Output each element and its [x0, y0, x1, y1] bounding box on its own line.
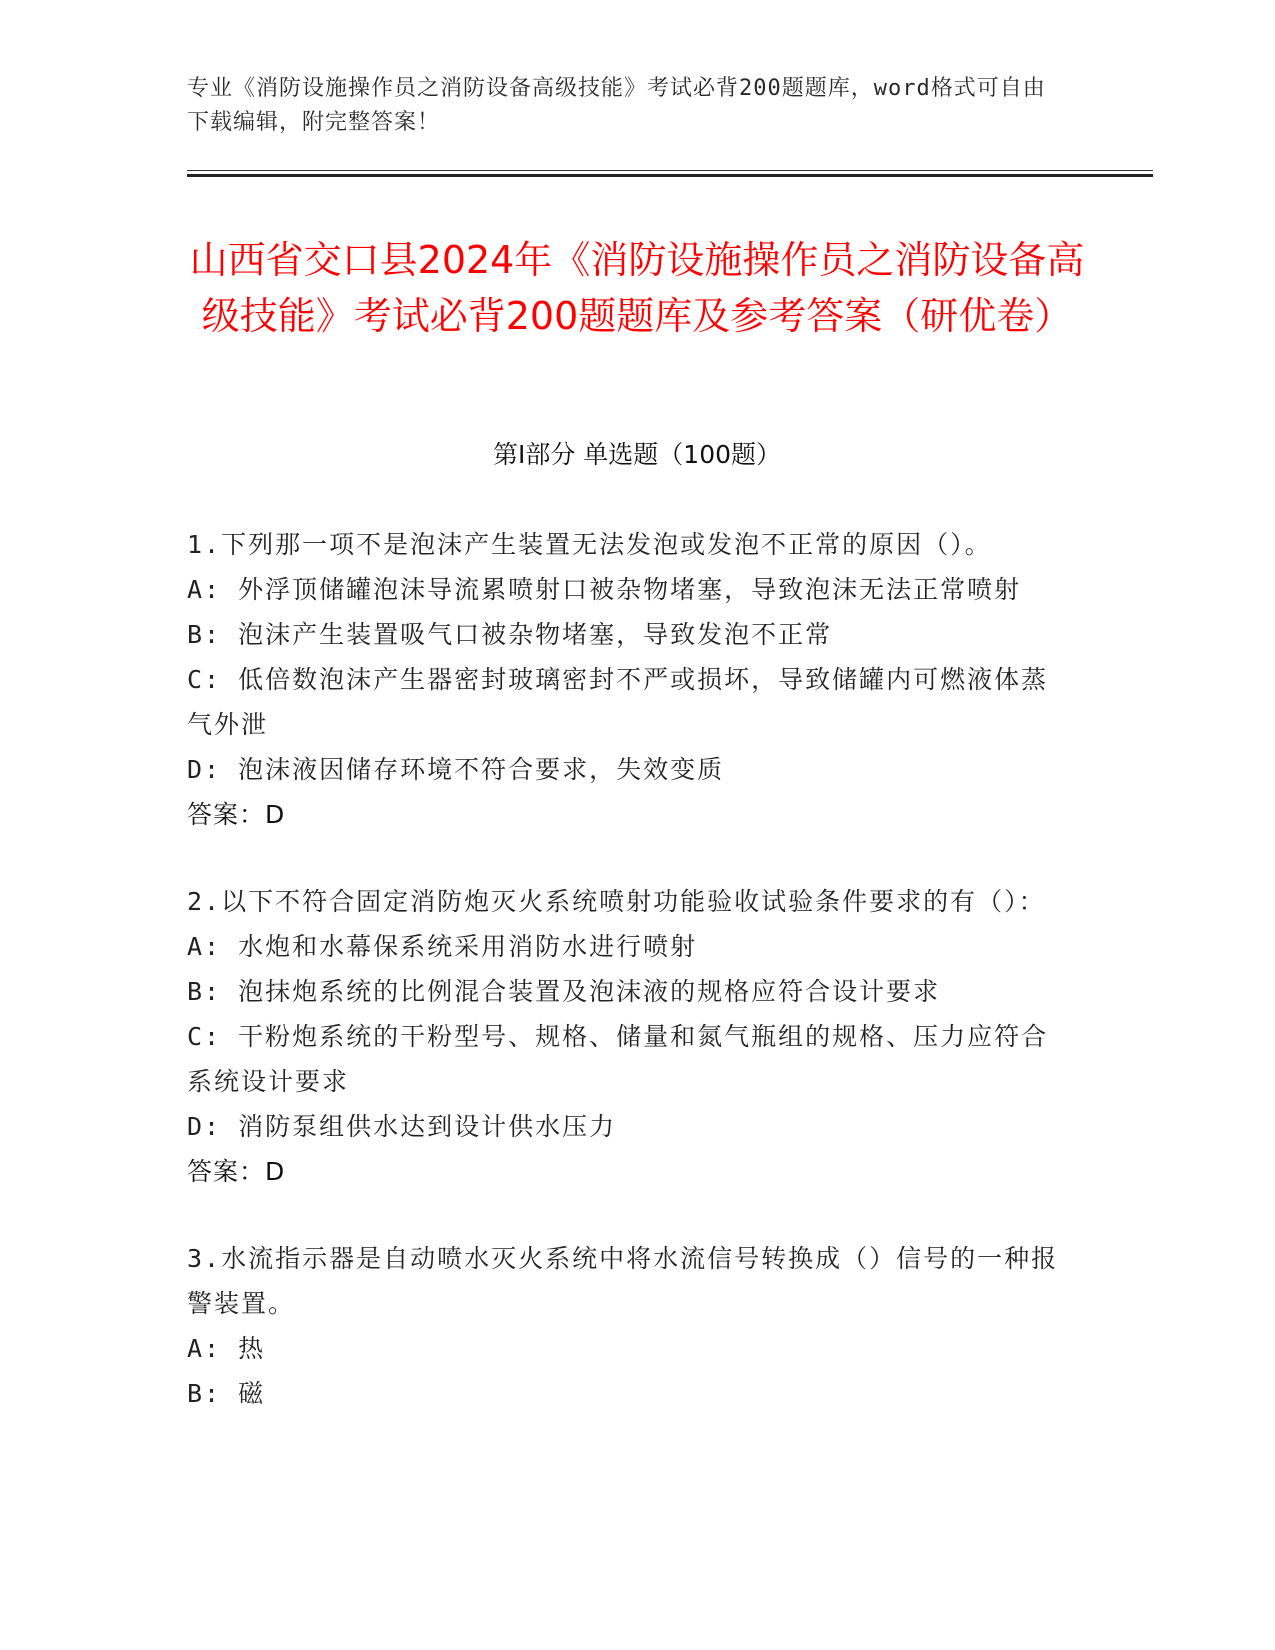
section-title: 第I部分 单选题（100题）	[492, 440, 782, 469]
option-c	[187, 1014, 1067, 1104]
option-text: 热	[238, 1334, 266, 1363]
option-text: 外浮顶储罐泡沫导流累喷射口被杂物堵塞，导致泡沫无法正常喷射	[238, 575, 1022, 604]
header-note: 专业《消防设施操作员之消防设备高级技能》考试必背200题题库，word格式可自由下载编辑，附完整答案！	[187, 76, 1046, 135]
option-b	[187, 969, 1067, 1014]
option-letter: D:	[187, 755, 222, 784]
option-letter: B:	[187, 1379, 222, 1408]
option-letter: A:	[187, 575, 222, 604]
answer-line: 答案：D	[187, 1157, 286, 1186]
option-a	[187, 567, 1067, 612]
option-d	[187, 747, 1067, 792]
option-letter: A:	[187, 1334, 222, 1363]
question-text: 2.以下不符合固定消防炮灭火系统喷射功能验收试验条件要求的有（）：	[187, 887, 1046, 916]
option-c	[187, 657, 1067, 747]
option-text: 消防泵组供水达到设计供水压力	[238, 1112, 617, 1141]
option-letter: B:	[187, 620, 222, 649]
document-title: 山西省交口县2024年《消防设施操作员之消防设备高级技能》考试必背200题题库及参考答案（研优卷）	[189, 238, 1085, 338]
option-text: 泡沫液因储存环境不符合要求，失效变质	[238, 755, 725, 784]
option-letter: C:	[187, 1022, 222, 1051]
option-text: 低倍数泡沫产生器密封玻璃密封不严或损坏，导致储罐内可燃液体蒸气外泄	[187, 665, 1049, 739]
question-list	[187, 522, 1067, 1458]
option-letter: A:	[187, 932, 222, 961]
option-letter: B:	[187, 977, 222, 1006]
option-b	[187, 612, 1067, 657]
answer-line: 答案：D	[187, 800, 286, 829]
option-text: 干粉炮系统的干粉型号、规格、储量和氮气瓶组的规格、压力应符合系统设计要求	[187, 1022, 1049, 1096]
option-text: 水炮和水幕保系统采用消防水进行喷射	[238, 932, 698, 961]
question-item	[187, 522, 1067, 837]
question-item	[187, 879, 1067, 1194]
header-divider-thin	[187, 170, 1153, 171]
option-text: 磁	[238, 1379, 266, 1408]
header-divider-thick	[187, 174, 1153, 177]
question-text: 1.下列那一项不是泡沫产生装置无法发泡或发泡不正常的原因（）。	[187, 530, 992, 559]
option-b	[187, 1371, 1067, 1416]
option-d	[187, 1104, 1067, 1149]
question-item	[187, 1236, 1067, 1416]
option-text: 泡沫产生装置吸气口被杂物堵塞，导致发泡不正常	[238, 620, 833, 649]
option-text: 泡抹炮系统的比例混合装置及泡沫液的规格应符合设计要求	[238, 977, 941, 1006]
option-letter: D:	[187, 1112, 222, 1141]
option-a	[187, 1326, 1067, 1371]
question-text: 3.水流指示器是自动喷水灭火系统中将水流信号转换成（）信号的一种报警装置。	[187, 1244, 1059, 1318]
option-letter: C:	[187, 665, 222, 694]
option-a	[187, 924, 1067, 969]
